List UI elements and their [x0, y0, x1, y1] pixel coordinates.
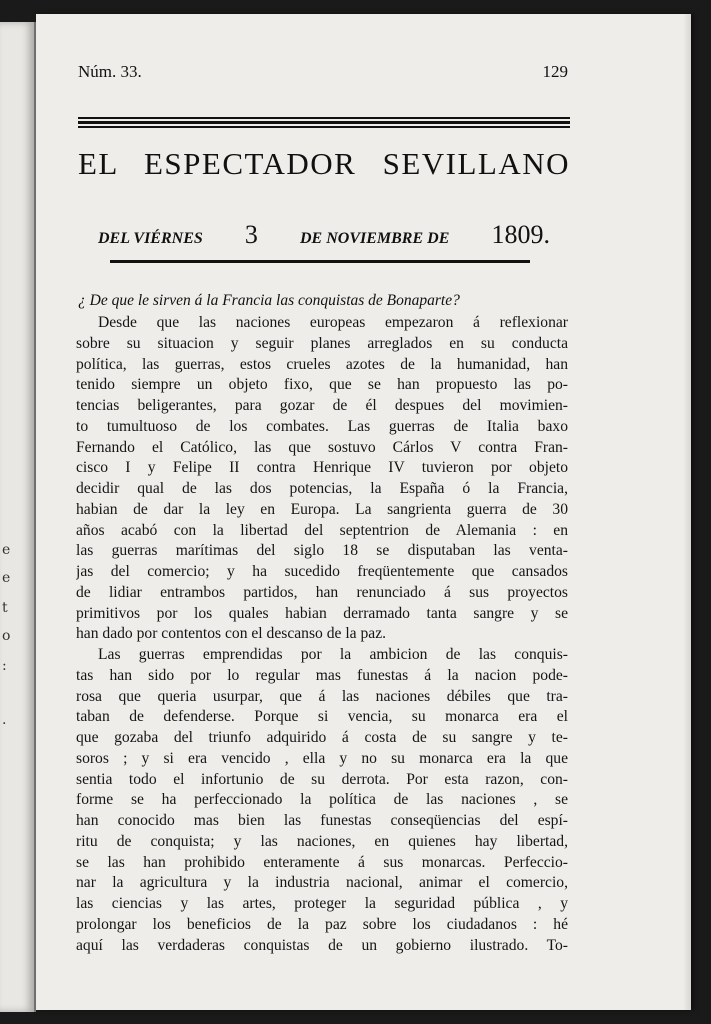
left-page-fragment: e	[2, 542, 11, 558]
article-title: ¿ De que le sirven á la Francia las conquistas de Bonaparte?	[78, 292, 460, 309]
header-double-rule	[78, 117, 570, 128]
text-line: años acabó con la libertad del septentrion de Alemania : en	[76, 521, 568, 539]
text-line: cisco I y Felipe II contra Henrique IV tuvieron por objeto	[76, 459, 568, 477]
text-line: decidir qual de las dos potencias, la España ó la Francia,	[76, 480, 568, 497]
left-page-fragment: e	[2, 570, 11, 586]
text-line: soros ; y si era vencido , ella y no su monarca era la que	[76, 749, 568, 767]
dateline-day: 3	[244, 220, 258, 249]
page-number: 129	[542, 62, 568, 81]
text-line: aquí las verdaderas conquistas de un gobierno ilustrado. To-	[76, 936, 568, 954]
text-line: primitivos por los quales habian derramado tanta sangre y se	[76, 604, 568, 622]
text-line: han conocido mas bien las funestas conseqüencias del espí-	[76, 812, 568, 829]
article-body	[76, 313, 568, 956]
text-line: las guerras marítimas del siglo 18 se disputaban las venta-	[76, 542, 568, 560]
text-line: habian de dar la ley en Europa. La sangrienta guerra de 30	[76, 500, 568, 518]
text-line: forme se ha perfeccionado la política de las naciones , se	[76, 791, 568, 809]
text-line: tenido siempre un objeto fixo, que se han propuesto las po-	[76, 376, 568, 394]
text-line: prolongar los beneficios de la paz sobre los ciudadanos : hé	[76, 915, 568, 933]
text-line: Desde que las naciones europeas empezaron á reflexionar	[98, 314, 568, 331]
previous-page-edge	[0, 22, 36, 1012]
text-line: política, las guerras, estos crueles azotes de la humanidad, han	[76, 355, 568, 373]
masthead-title: EL ESPECTADOR SEVILLANO	[78, 146, 570, 181]
text-line: han dado por contentos con el descanso de la paz.	[76, 625, 387, 643]
dateline-year: 1809.	[491, 220, 550, 249]
left-page-fragment: t	[2, 600, 8, 616]
text-line: Las guerras emprendidas por la ambicion de las conquis-	[98, 646, 568, 663]
dateline-weekday: DEL VIÉRNES	[98, 230, 203, 247]
text-line: tencias beligerantes, para gozar de él despues del movimien-	[76, 397, 568, 414]
text-line: que gozaba del triunfo adquirido á costa de su sangre y te-	[76, 729, 568, 746]
text-line: to tumultuoso de los combates. Las guerras de Italia baxo	[76, 417, 568, 435]
page-edge-shadow	[683, 14, 691, 1010]
text-line: nar la agricultura y la industria nacional, animar el comercio,	[76, 874, 568, 892]
left-page-fragment: o	[2, 628, 11, 644]
newspaper-page	[36, 14, 691, 1010]
dateline	[98, 220, 550, 250]
text-line: ritu de conquista; y las naciones, en quienes hay libertad,	[76, 832, 568, 850]
page-header	[78, 62, 568, 86]
left-page-fragment: .	[2, 712, 7, 728]
text-line: sobre su situacion y seguir planes arreglados en su conducta	[76, 334, 568, 352]
dateline-month: DE NOVIEMBRE DE	[300, 230, 450, 247]
text-line: se las han prohibido enteramente á sus monarcas. Perfeccio-	[76, 853, 568, 871]
text-line: Fernando el Católico, las que sostuvo Cárlos V contra Fran-	[76, 438, 568, 456]
text-line: las ciencias y las artes, proteger la seguridad pública , y	[76, 895, 568, 912]
text-line: de lidiar entrambos partidos, han renunciado á sus proyectos	[76, 583, 568, 601]
text-line: sentia todo el infortunio de su derrota. Por esta razon, con-	[76, 770, 568, 788]
issue-number: Núm. 33.	[78, 62, 142, 81]
text-line: jas del comercio; y ha sucedido freqüentemente que cansados	[76, 563, 568, 580]
text-line: taban de defenderse. Porque si vencia, su monarca era el	[76, 708, 568, 726]
text-line: rosa que queria usurpar, que á las naciones débiles que tra-	[76, 687, 568, 705]
left-page-fragment: :	[2, 658, 7, 674]
text-line: tas han sido por lo regular mas funestas á la nacion pode-	[76, 666, 568, 684]
dateline-rule	[110, 260, 530, 263]
